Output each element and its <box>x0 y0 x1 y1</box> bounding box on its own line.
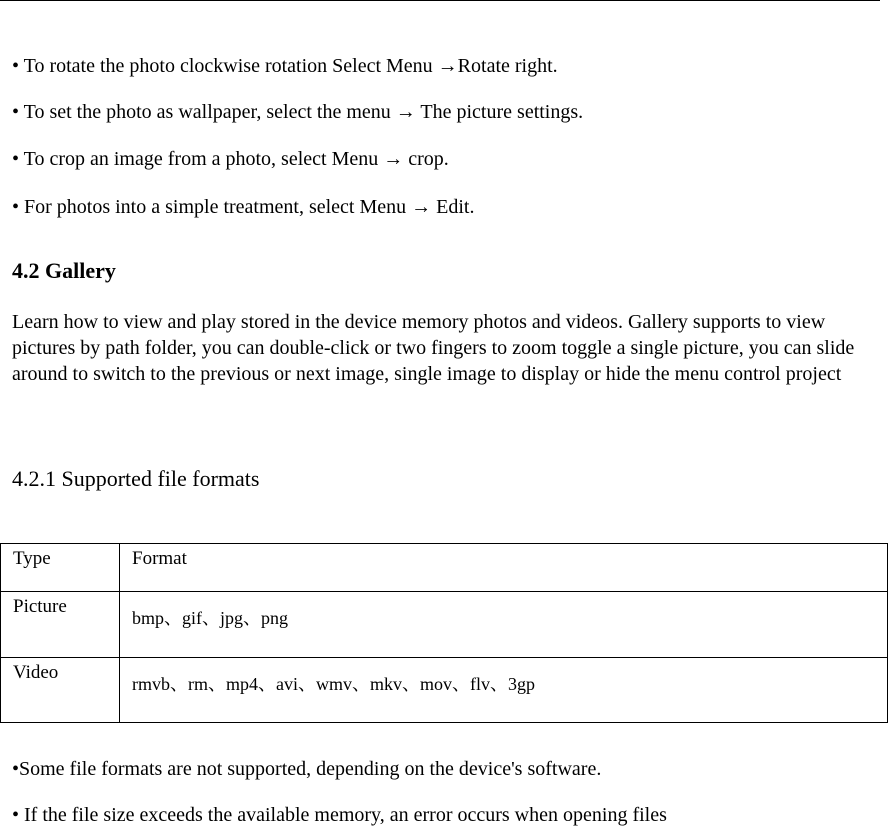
subsection-heading: 4.2.1 Supported file formats <box>12 466 260 491</box>
row-type-picture: Picture <box>1 592 120 658</box>
bullet-wallpaper: • To set the photo as wallpaper, select the menu → The picture settings. <box>12 101 584 123</box>
bullet-crop: • To crop an image from a photo, select Menu → crop. <box>12 148 449 170</box>
header-format: Format <box>120 544 888 592</box>
bullet-unsupported: •Some file formats are not supported, depending on the device's software. <box>12 758 602 780</box>
section-heading: 4.2 Gallery <box>12 258 116 283</box>
bullet-rotate: • To rotate the photo clockwise rotation Select Menu →Rotate right. <box>12 55 558 77</box>
bullet-edit: • For photos into a simple treatment, select Menu → Edit. <box>12 196 475 218</box>
bullet-filesize: • If the file size exceeds the available memory, an error occurs when opening files <box>12 804 667 826</box>
header-type: Type <box>1 544 120 592</box>
row-type-video: Video <box>1 658 120 723</box>
row-format-video: rmvb、rm、mp4、avi、wmv、mkv、mov、flv、3gp <box>120 658 888 723</box>
table-row <box>1 592 888 658</box>
table-header-row <box>1 544 888 592</box>
row-format-picture: bmp、gif、jpg、png <box>120 592 888 658</box>
top-rule <box>0 0 880 1</box>
table-row <box>1 658 888 723</box>
section-paragraph: Learn how to view and play stored in the device memory photos and videos. Gallery supports to view pictures by path folder, you can double-click or two fingers to zoom toggle a single picture, you can slide around to switch to the previous or next image, single image to display or hide the menu control project <box>12 311 855 385</box>
formats-table <box>0 543 888 723</box>
